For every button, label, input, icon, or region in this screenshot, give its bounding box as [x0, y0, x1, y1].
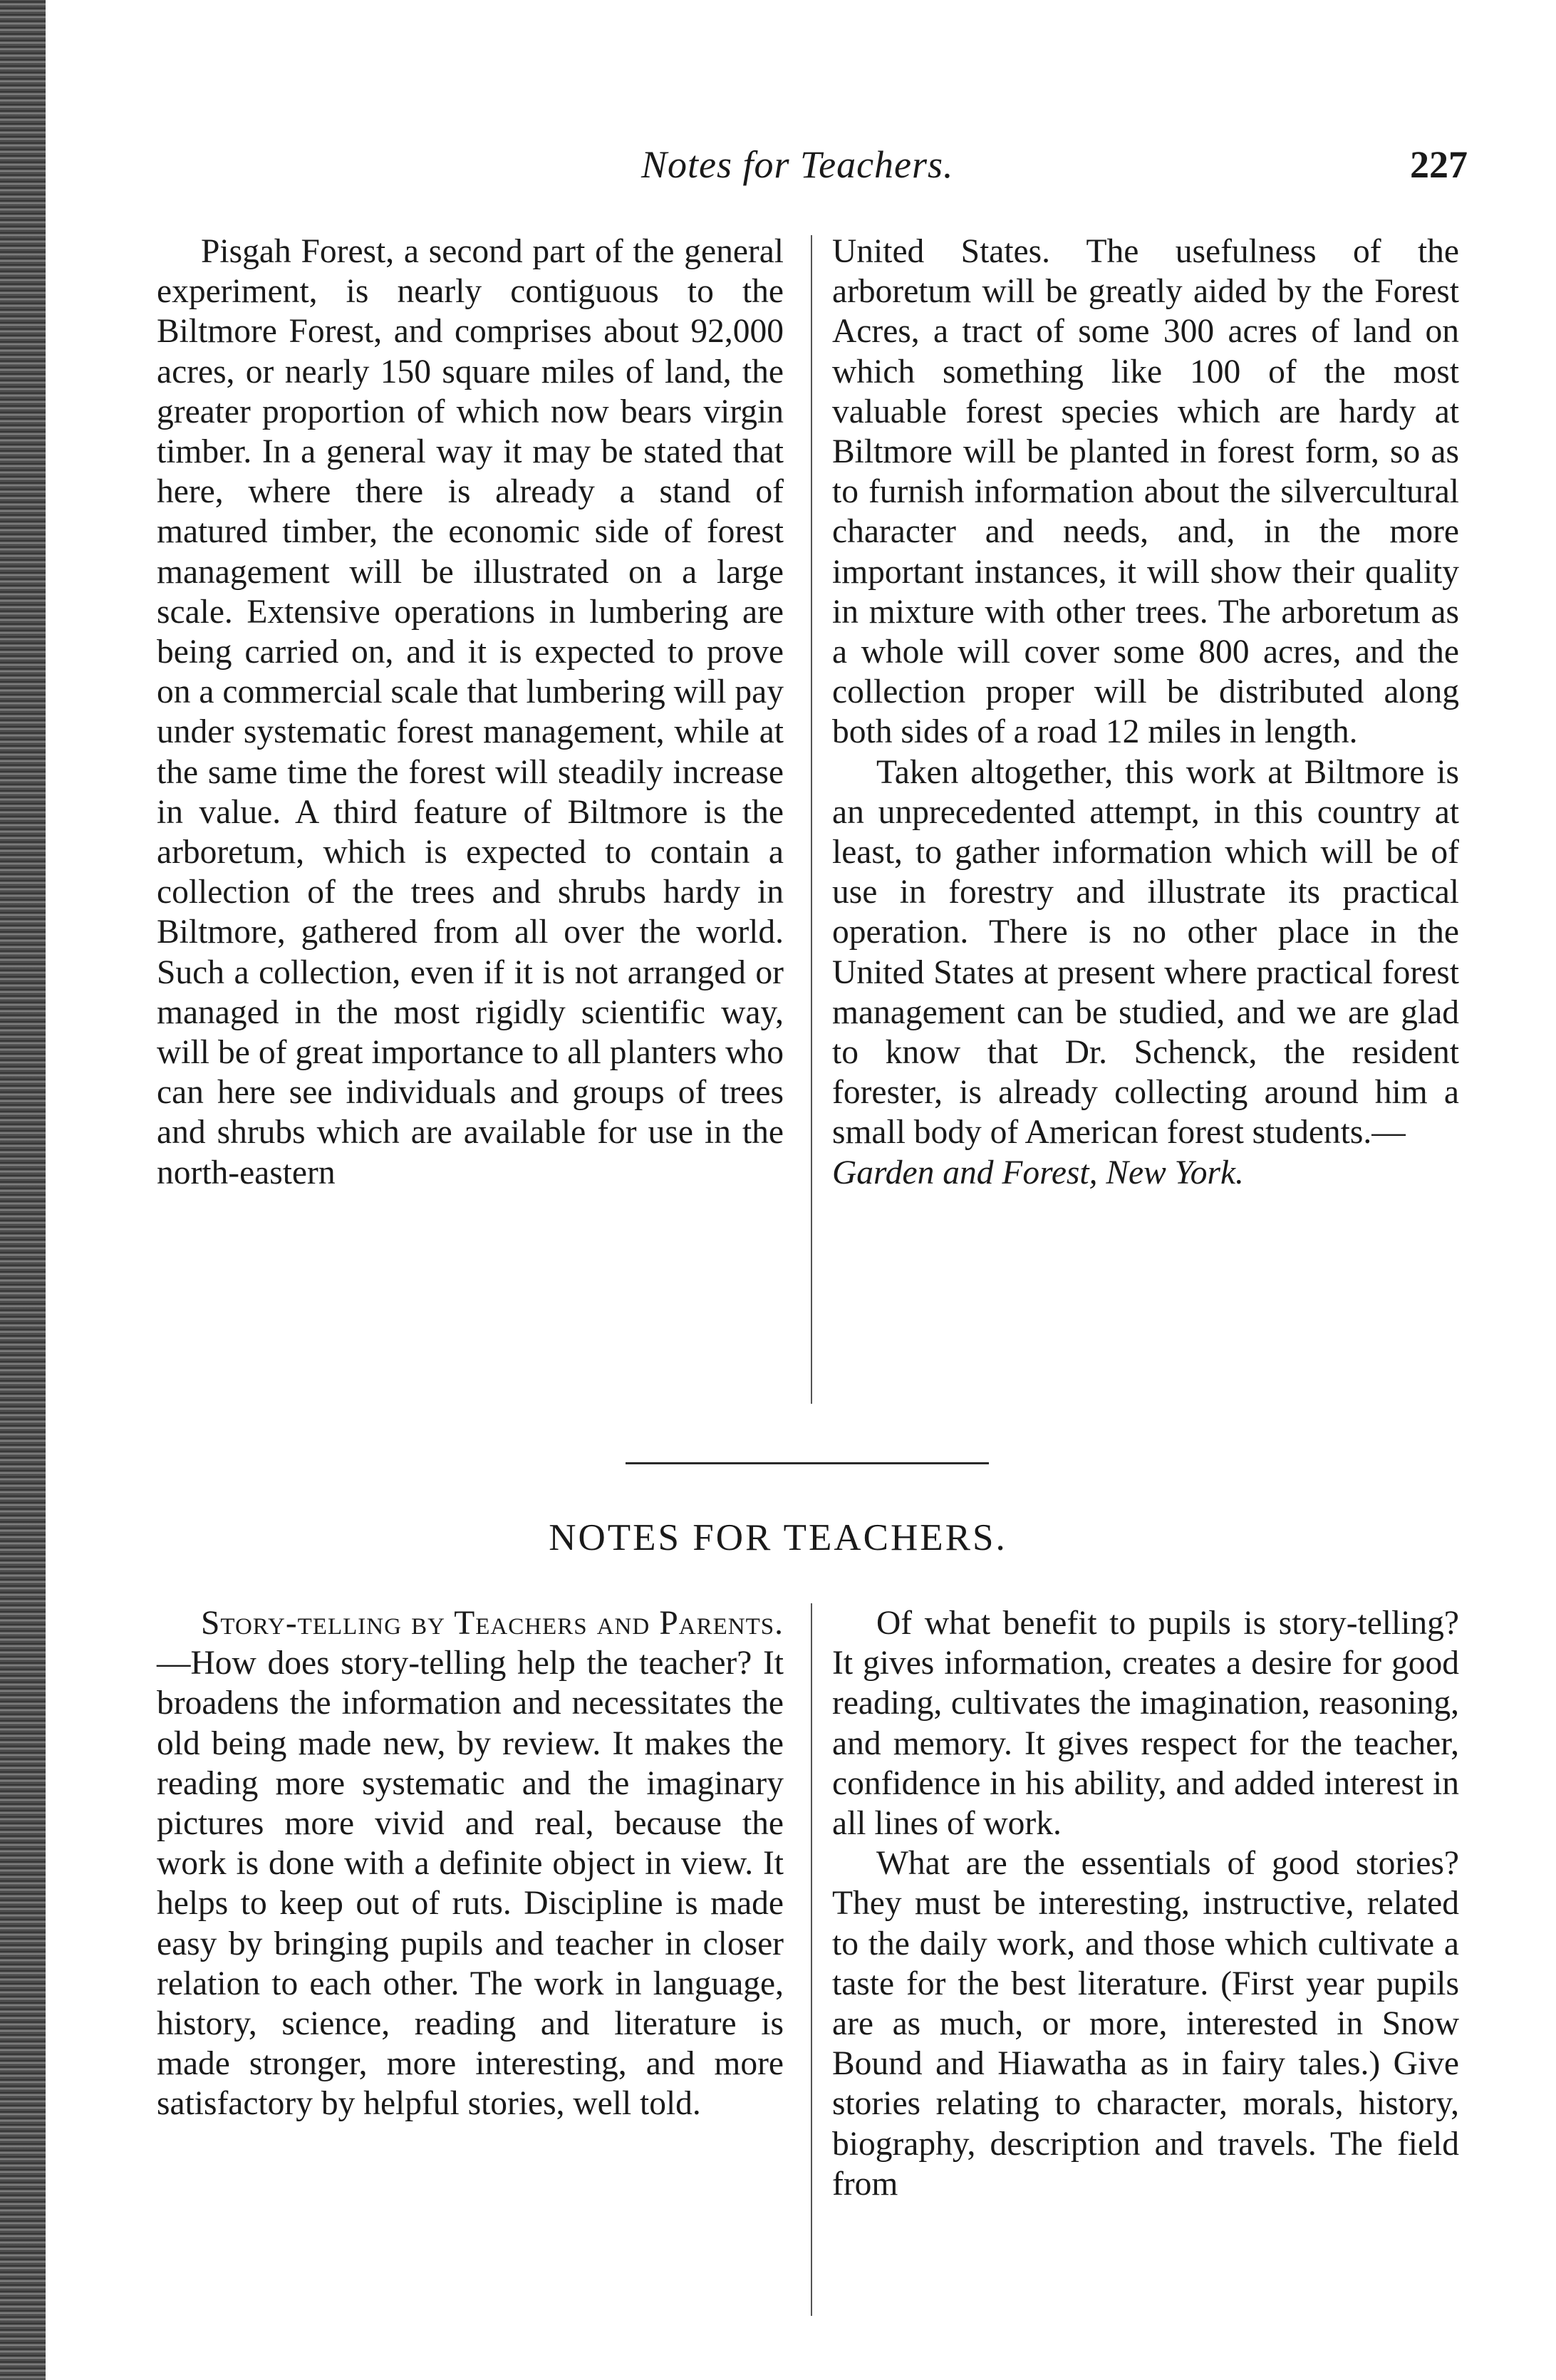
article-2-paragraph-3: What are the essentials of good stories? They must be interesting, instructive, related to the daily work, and those which cultivate a taste for the best literature. (First year pupils are as much, or more, interested in Snow Bound and Hiawatha as in fairy tales.) Give stories relating to character, morals, history, biography, description and travels. The field from — [832, 1845, 1459, 2203]
page-binding-edge — [0, 0, 46, 2380]
section-rule — [626, 1462, 989, 1464]
column-divider-upper — [811, 235, 812, 1404]
article-1-citation: Garden and Forest, New York. — [832, 1154, 1244, 1191]
running-title: Notes for Teachers. — [641, 143, 954, 186]
article-2-left-column — [157, 1603, 784, 2124]
article-1-left-column — [157, 232, 784, 1193]
article-1-paragraph-3 — [832, 752, 1459, 1193]
page-number: 227 — [1410, 143, 1468, 186]
article-1-right-column — [832, 232, 1459, 1193]
article-2-right-column — [832, 1603, 1459, 2204]
column-divider-lower — [811, 1603, 812, 2316]
article-1-paragraph-3-text: Taken altogether, this work at Biltmore is an unprecedented attempt, in this country at least, to gather information which will be of use in forestry and illustrate its practical operation. There is no other place in the United States at present where practical forest management can be studied, and we are glad to know that Dr. Schenck, the resident forester, is already collecting around him a small body of American forest students.— — [832, 753, 1459, 1152]
article-1-paragraph-1: Pisgah Forest, a second part of the general experiment, is nearly contiguous to the Biltmore Forest, and comprises about 92,000 acres, or nearly 150 square miles of land, the greater proportion of which now bears virgin timber. In a general way it may be stated that here, where there is already a stand of matured timber, the economic side of forest management will be illustrated on a large scale. Extensive operations in lumbering are being carried on, and it is expected to prove on a commercial scale that lumbering will pay under systematic forest management, while at the same time the forest will steadily increase in value. A third feature of Biltmore is the arboretum, which is expected to contain a collection of the trees and shrubs hardy in Biltmore, gathered from all over the world. Such a collection, even if it is not arranged or managed in the most rigidly scientific way, will be of great importance to all planters who can here see individuals and groups of trees and shrubs which are available for use in the north-eastern — [157, 233, 784, 1191]
article-2-lead-heading: Story-telling by Teachers and Parents. — [201, 1605, 784, 1642]
running-head — [157, 143, 1468, 192]
article-2-paragraph-2: Of what benefit to pupils is story-telling? It gives information, creates a desire for good reading, cultivates the imagination, reasoning, and memory. It gives respect for the teacher, confidence in his ability, and added interest in all lines of work. — [832, 1605, 1459, 1843]
article-2-paragraph-1-text: —How does story-telling help the teacher? It broadens the information and necessitates the old being made new, by review. It makes the reading more systematic and the imaginary pictures more vivid and real, because the work is done with a definite object in view. It helps to keep out of ruts. Discipline is made easy by bringing pupils and teacher in closer relation to each other. The work in language, history, science, reading and literature is made stronger, more interesting, and more satisfactory by helpful stories, well told. — [157, 1645, 784, 2123]
section-heading: NOTES FOR TEACHERS. — [549, 1517, 1007, 1558]
article-2-paragraph-1 — [157, 1603, 784, 2124]
article-1-paragraph-2: United States. The usefulness of the arboretum will be greatly aided by the Forest Acres, a tract of some 300 acres of land on which something like 100 of the most valuable forest species which are hardy at Biltmore will be planted in forest form, so as to furnish information about the silvercultural character and needs, and, in the more important instances, it will show their quality in mixture with other trees. The arboretum as a whole will cover some 800 acres, and the collection proper will be distributed along both sides of a road 12 miles in length. — [832, 233, 1459, 751]
